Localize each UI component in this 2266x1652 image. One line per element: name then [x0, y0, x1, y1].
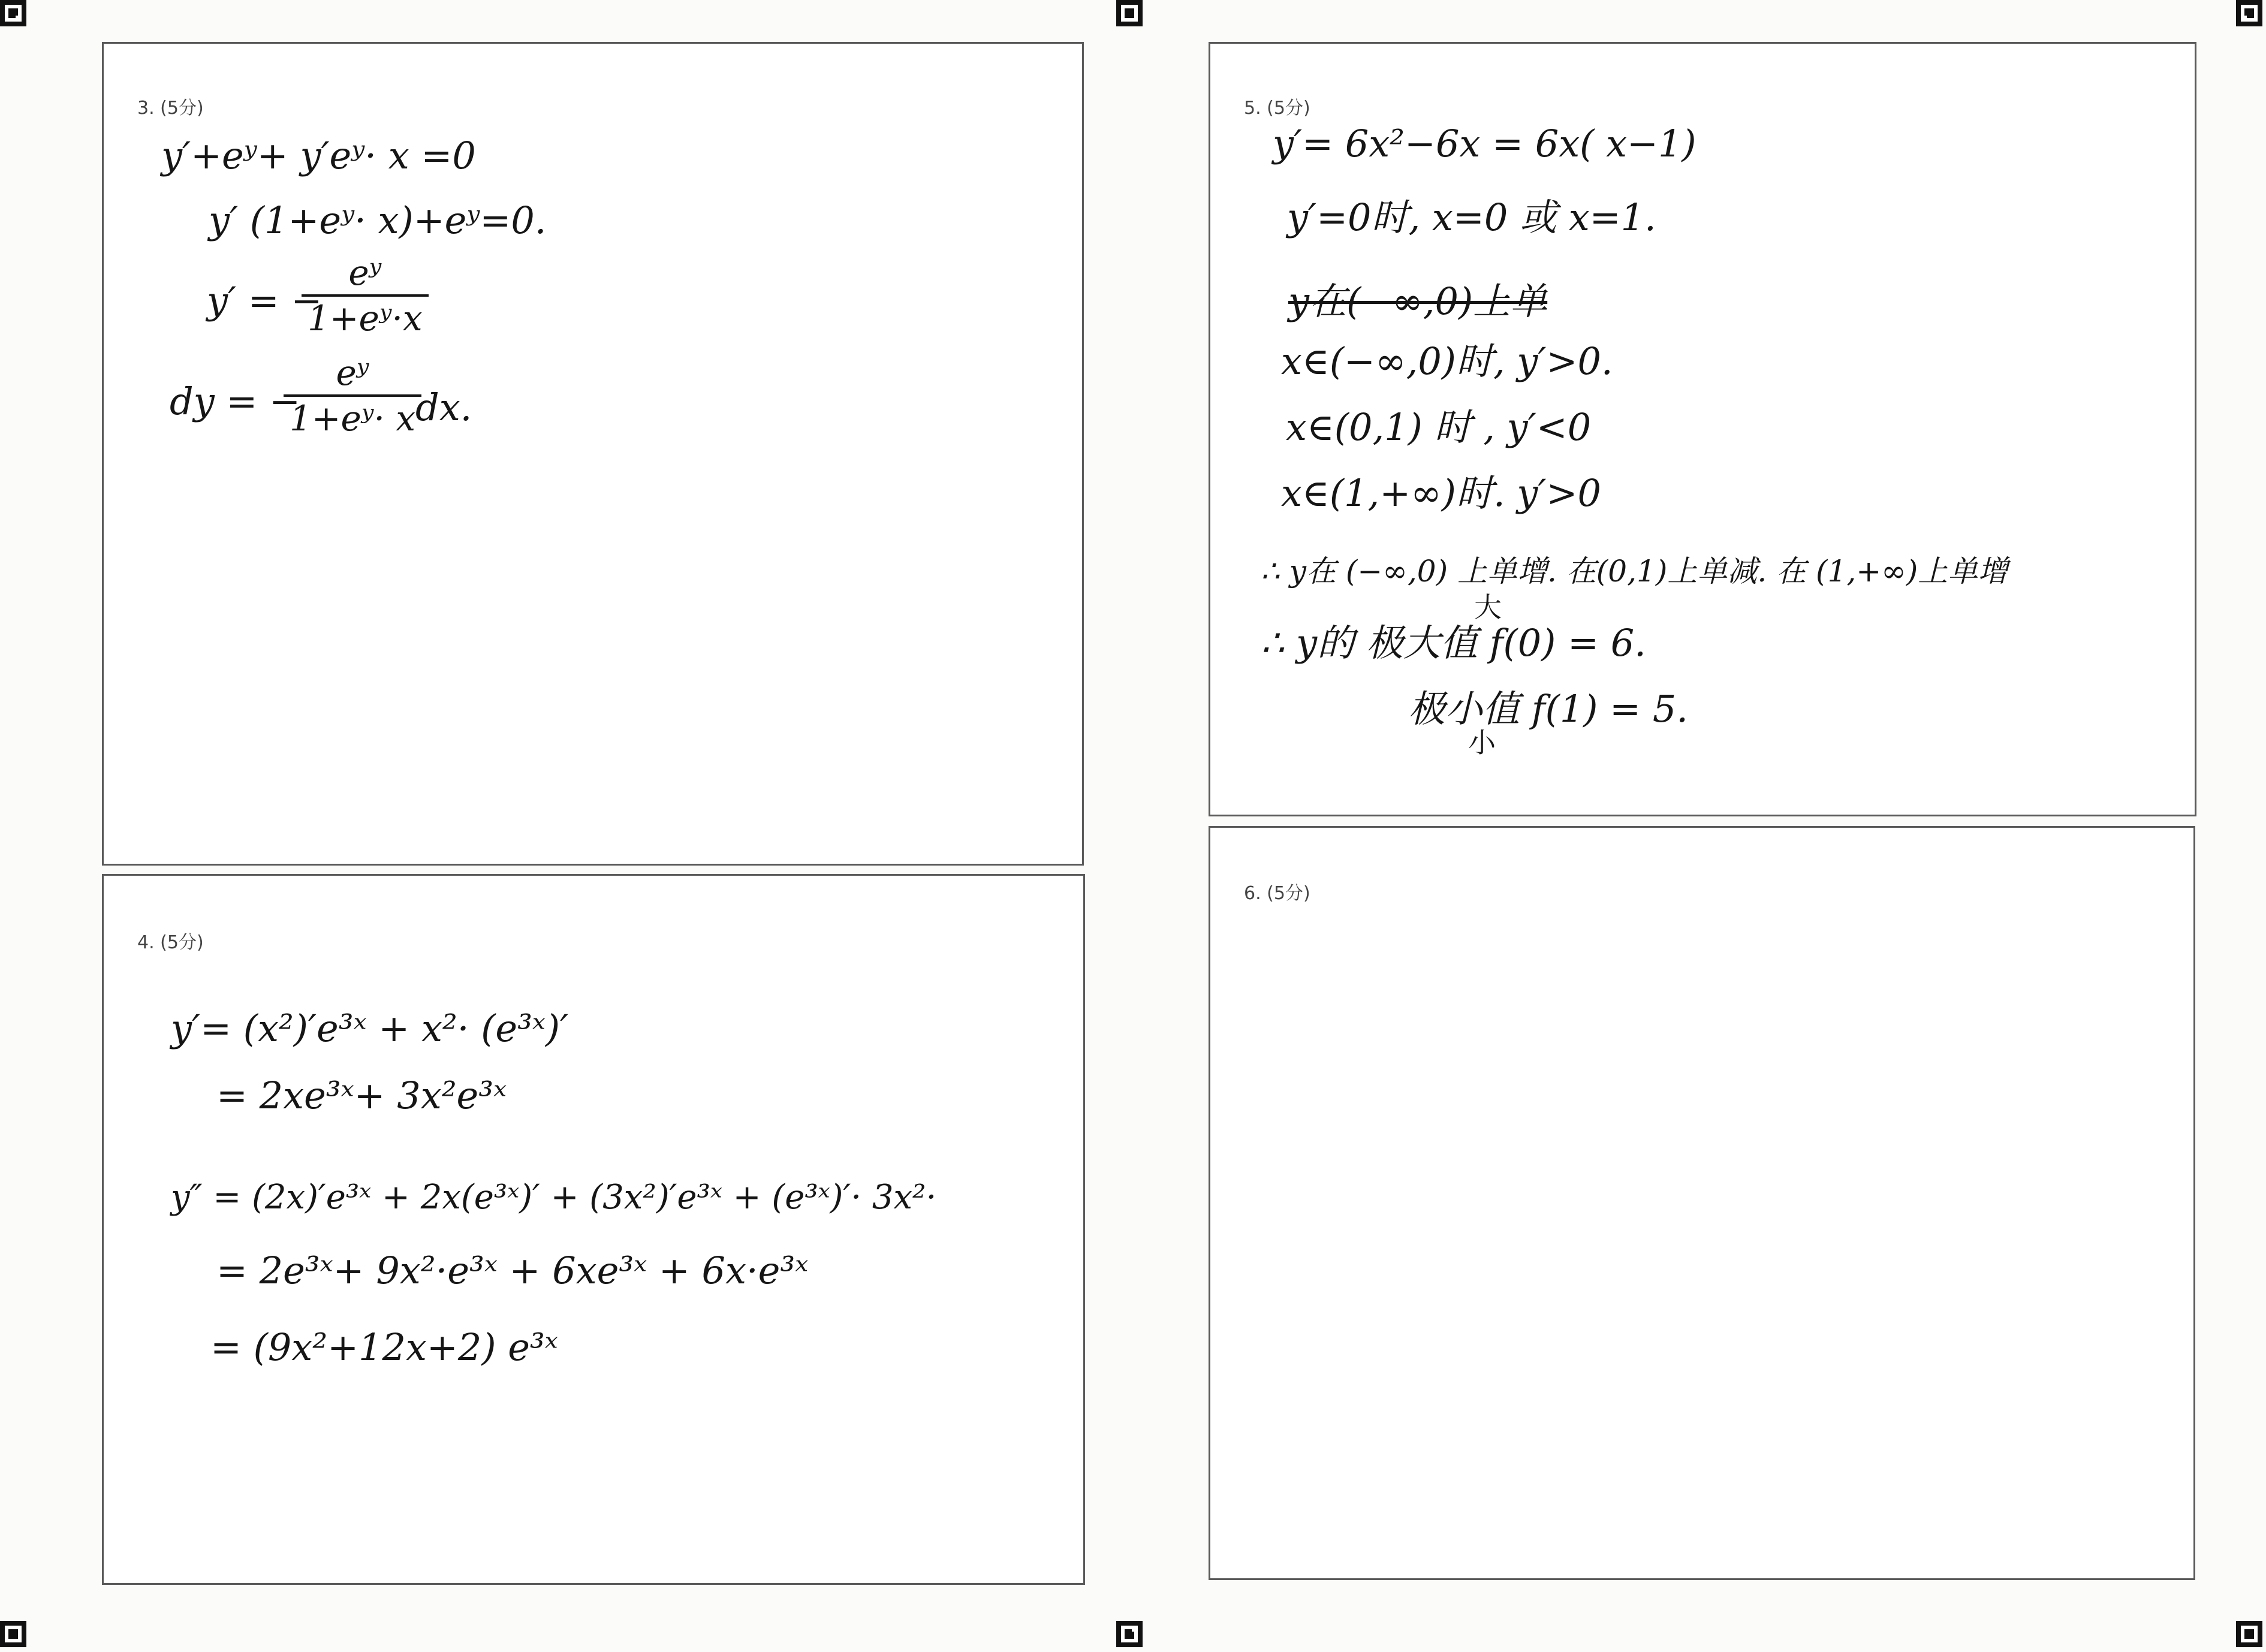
question-label: 6. (5分) [1244, 883, 1310, 904]
question-label: 4. (5分) [137, 932, 204, 953]
question-label: 3. (5分) [137, 98, 204, 119]
handwritten-line: x∈(0,1) 时 , y′<0 [1286, 405, 1592, 449]
answer-box-q4 [102, 874, 1085, 1585]
fraction [284, 352, 421, 439]
handwritten-line: y′ (1+eʸ· x)+eʸ=0. [209, 198, 547, 242]
handwritten-line: ∴ y在 (−∞,0) 上单增. 在(0,1)上单减. 在 (1,+∞)上单增 [1261, 554, 2008, 589]
corner-marker-top-middle [1116, 0, 1143, 26]
handwritten-line: x∈(1,+∞)时. y′>0 [1281, 471, 1601, 515]
handwritten-line: ∴ y的 极大值 f(0) = 6. [1261, 621, 1646, 665]
handwritten-line: = 2xe³ˣ+ 3x²e³ˣ [216, 1074, 507, 1117]
handwritten-line: y′= (x²)′e³ˣ + x²· (e³ˣ)′ [171, 1006, 569, 1050]
fraction-denominator: 1+eʸ·x [308, 298, 423, 339]
corner-marker-top-left [0, 0, 26, 26]
fraction-bar [302, 294, 429, 297]
corner-marker-top-right [2236, 0, 2262, 26]
handwritten-line: y′=0时, x=0 或 x=1. [1287, 195, 1656, 239]
fraction-numerator: eʸ [336, 352, 369, 393]
handwritten-line: dy = − [170, 379, 301, 423]
fraction-numerator: eʸ [348, 252, 382, 293]
answer-box-q3 [102, 42, 1084, 866]
handwritten-line: y″ = (2x)′e³ˣ + 2x(e³ˣ)′ + (3x²)′e³ˣ + (e³ˣ)′· 3x²· [171, 1178, 937, 1217]
question-label: 5. (5分) [1244, 98, 1310, 119]
handwritten-line: 极小值 f(1) = 5. [1408, 687, 1688, 731]
fraction-denominator: 1+eʸ· x [290, 398, 416, 439]
fraction [302, 252, 429, 339]
handwritten-insertion: 大 [1474, 591, 1502, 623]
crossed-out-line: y在(−∞,0)上单 [1288, 279, 1548, 323]
handwritten-line: = 2e³ˣ+ 9x²·e³ˣ + 6xe³ˣ + 6x·e³ˣ [216, 1249, 809, 1292]
corner-marker-bottom-middle [1116, 1621, 1143, 1647]
handwritten-line: x∈(−∞,0)时, y′>0. [1281, 339, 1613, 383]
corner-marker-bottom-left [0, 1621, 26, 1647]
handwritten-line: y′= 6x²−6x = 6x( x−1) [1273, 122, 1697, 165]
handwritten-line: dx. [415, 385, 472, 429]
answer-box-q6 [1209, 826, 2195, 1580]
answer-box-q5 [1209, 42, 2196, 816]
corner-marker-bottom-right [2236, 1621, 2262, 1647]
handwritten-insertion: 小 [1468, 726, 1496, 759]
fraction-bar [284, 394, 421, 397]
handwritten-line: y′+eʸ+ y′eʸ· x =0 [161, 134, 476, 177]
handwritten-line: y′ = − [207, 279, 323, 322]
handwritten-line: = (9x²+12x+2) e³ˣ [210, 1325, 558, 1369]
